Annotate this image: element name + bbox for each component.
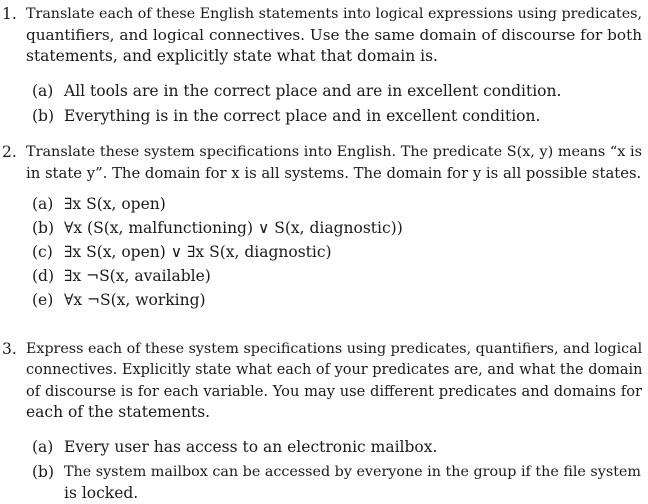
question-text [26,4,642,67]
question-part [32,106,642,127]
question-part [32,437,642,458]
question-number: 2. [2,143,17,161]
question-part [32,290,642,311]
part-label: (a) [32,438,54,456]
question-part [32,218,642,239]
part-label: (c) [32,243,53,261]
part-label: (a) [32,82,54,100]
question-part [32,462,642,504]
part-formula: ∀x (S(x, malfunctioning) ∨ S(x, diagnostic)) [64,219,403,237]
question-line: of discourse is for each variable. You may use different predicates and domains for [26,383,642,400]
question-number: 3. [2,340,17,358]
part-formula: ∀x ¬S(x, working) [64,291,206,309]
part-label: (b) [32,107,55,125]
question-line: each of the statements. [26,403,211,421]
part-label: (b) [32,463,55,481]
part-text: All tools are in the correct place and are in excellent condition. [64,82,562,100]
question-part [32,194,642,215]
part-formula: ∃x ¬S(x, available) [64,267,211,285]
part-formula: ∃x S(x, open) [64,195,166,213]
question-line: connectives. Explicitly state what each of your predicates are, and what the domain [26,362,643,378]
question-line: quantifiers, and logical connectives. Use the same domain of discourse for both [26,26,642,44]
part-label: (a) [32,195,54,213]
question-part [32,266,642,287]
part-text: Every user has access to an electronic mailbox. [64,438,438,456]
part-label: (d) [32,267,55,285]
question-line: Translate each of these English statements into logical expressions using predicates, [26,6,642,22]
part-label: (e) [32,291,54,309]
question-part [32,81,642,102]
part-text: Everything is in the correct place and in excellent condition. [64,107,541,125]
part-text: is locked. [64,484,139,502]
question-number: 1. [2,5,17,23]
part-label: (b) [32,219,55,237]
question-line: in state y”. The domain for x is all systems. The domain for y is all possible states. [26,165,642,182]
part-text: The system mailbox can be accessed by everyone in the group if the file system [64,464,641,480]
question-line: statements, and explicitly state what that domain is. [26,47,438,65]
question-text [26,142,642,184]
question-text [26,339,642,423]
question-parts [32,81,642,127]
question-1 [2,4,642,127]
part-formula: ∃x S(x, open) ∨ ∃x S(x, diagnostic) [64,243,332,261]
question-parts [32,437,642,504]
question-line: Translate these system specifications into English. The predicate S(x, y) means “x is [26,144,642,160]
question-3 [2,339,642,504]
question-parts [32,194,642,311]
question-part [32,242,642,263]
question-line: Express each of these system specifications using predicates, quantifiers, and logical [26,341,643,357]
question-2 [2,142,642,311]
